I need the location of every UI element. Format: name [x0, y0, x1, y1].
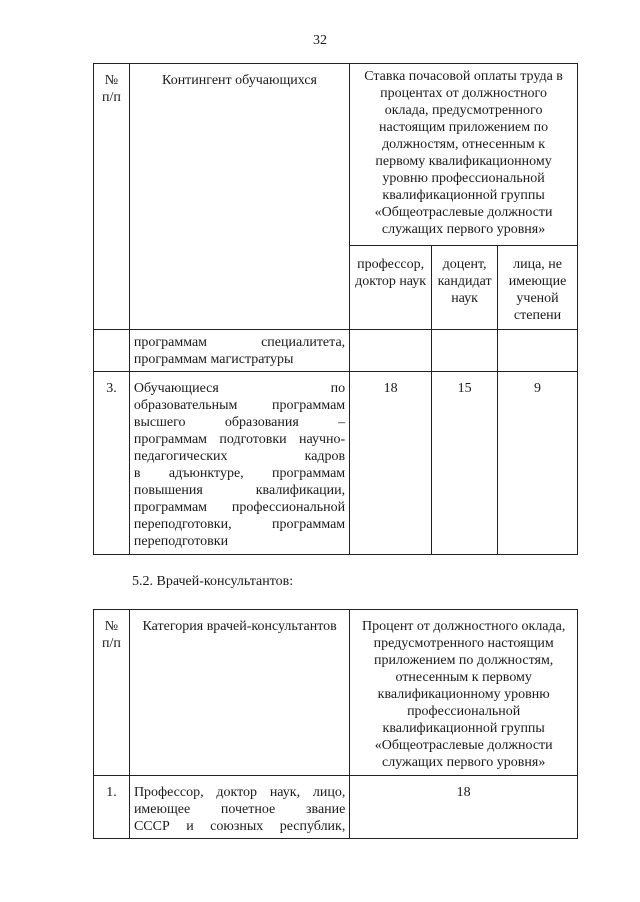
- row-category: [129, 776, 349, 839]
- row-value: 18: [350, 776, 578, 839]
- text-line: программам профессиональной: [133, 500, 346, 515]
- section-title: 5.2. Врачей-консультантов:: [132, 574, 294, 589]
- text-line: программам магистратуры: [133, 352, 294, 367]
- row-value: [350, 330, 432, 372]
- subheader-no-degree: лица, не имеющие ученой степени: [498, 246, 578, 330]
- row-number: [94, 330, 130, 372]
- column-header-category: Категория врачей-консультантов: [129, 610, 349, 776]
- text-line: Профессор, доктор наук, лицо,: [133, 785, 346, 800]
- consultant-rate-table: [93, 609, 578, 839]
- text-line: в адъюнктуре, программам: [133, 466, 346, 481]
- row-value: [432, 330, 498, 372]
- text-line: педагогических кадров: [133, 449, 346, 464]
- table-row: [94, 776, 578, 839]
- subheader-docent: доцент, кандидат наук: [432, 246, 498, 330]
- row-contingent: [129, 372, 349, 555]
- table-header-row: [94, 610, 578, 776]
- text-line: переподготовки: [133, 534, 229, 549]
- text-line: имеющее почетное звание: [133, 802, 346, 817]
- text-line: программам специалитета,: [133, 335, 346, 350]
- row-value: [498, 330, 578, 372]
- row-value: 18: [350, 372, 432, 555]
- row-number: 3.: [94, 372, 130, 555]
- column-header-number: № п/п: [94, 64, 130, 330]
- table-header-row: [94, 64, 578, 246]
- teaching-rate-table: [93, 63, 578, 555]
- text-line: образовательным программам: [133, 398, 346, 413]
- row-value: 15: [432, 372, 498, 555]
- text-line: переподготовки, программам: [133, 517, 346, 532]
- row-contingent: [129, 330, 349, 372]
- table-row: [94, 330, 578, 372]
- text-line: программам подготовки научно-: [133, 432, 346, 447]
- column-header-rate: Ставка почасовой оплаты труда в процентах от должностного оклада, предусмотренного настоящим приложением по должностям, отнесенным к первому квалификационному уровню профессиональной квалификационной группы «Общеотраслевые должности служащих первого уровня»: [350, 64, 578, 246]
- row-value: 9: [498, 372, 578, 555]
- text-line: СССР и союзных республик,: [133, 819, 346, 834]
- table-row: [94, 372, 578, 555]
- text-line: повышения квалификации,: [133, 483, 346, 498]
- row-number: 1.: [94, 776, 130, 839]
- column-header-percent: Процент от должностного оклада, предусмотренного настоящим приложением по должностям, отнесенным к первому квалификационному уровню профессиональной квалификационной группы «Общеотраслевые должности служащих первого уровня»: [350, 610, 578, 776]
- text-line: высшего образования –: [133, 415, 346, 430]
- column-header-contingent: Контингент обучающихся: [129, 64, 349, 330]
- text-line: Обучающиеся по: [133, 381, 346, 396]
- subheader-professor: профессор, доктор наук: [350, 246, 432, 330]
- page-number: 32: [313, 33, 327, 48]
- column-header-number: № п/п: [94, 610, 130, 776]
